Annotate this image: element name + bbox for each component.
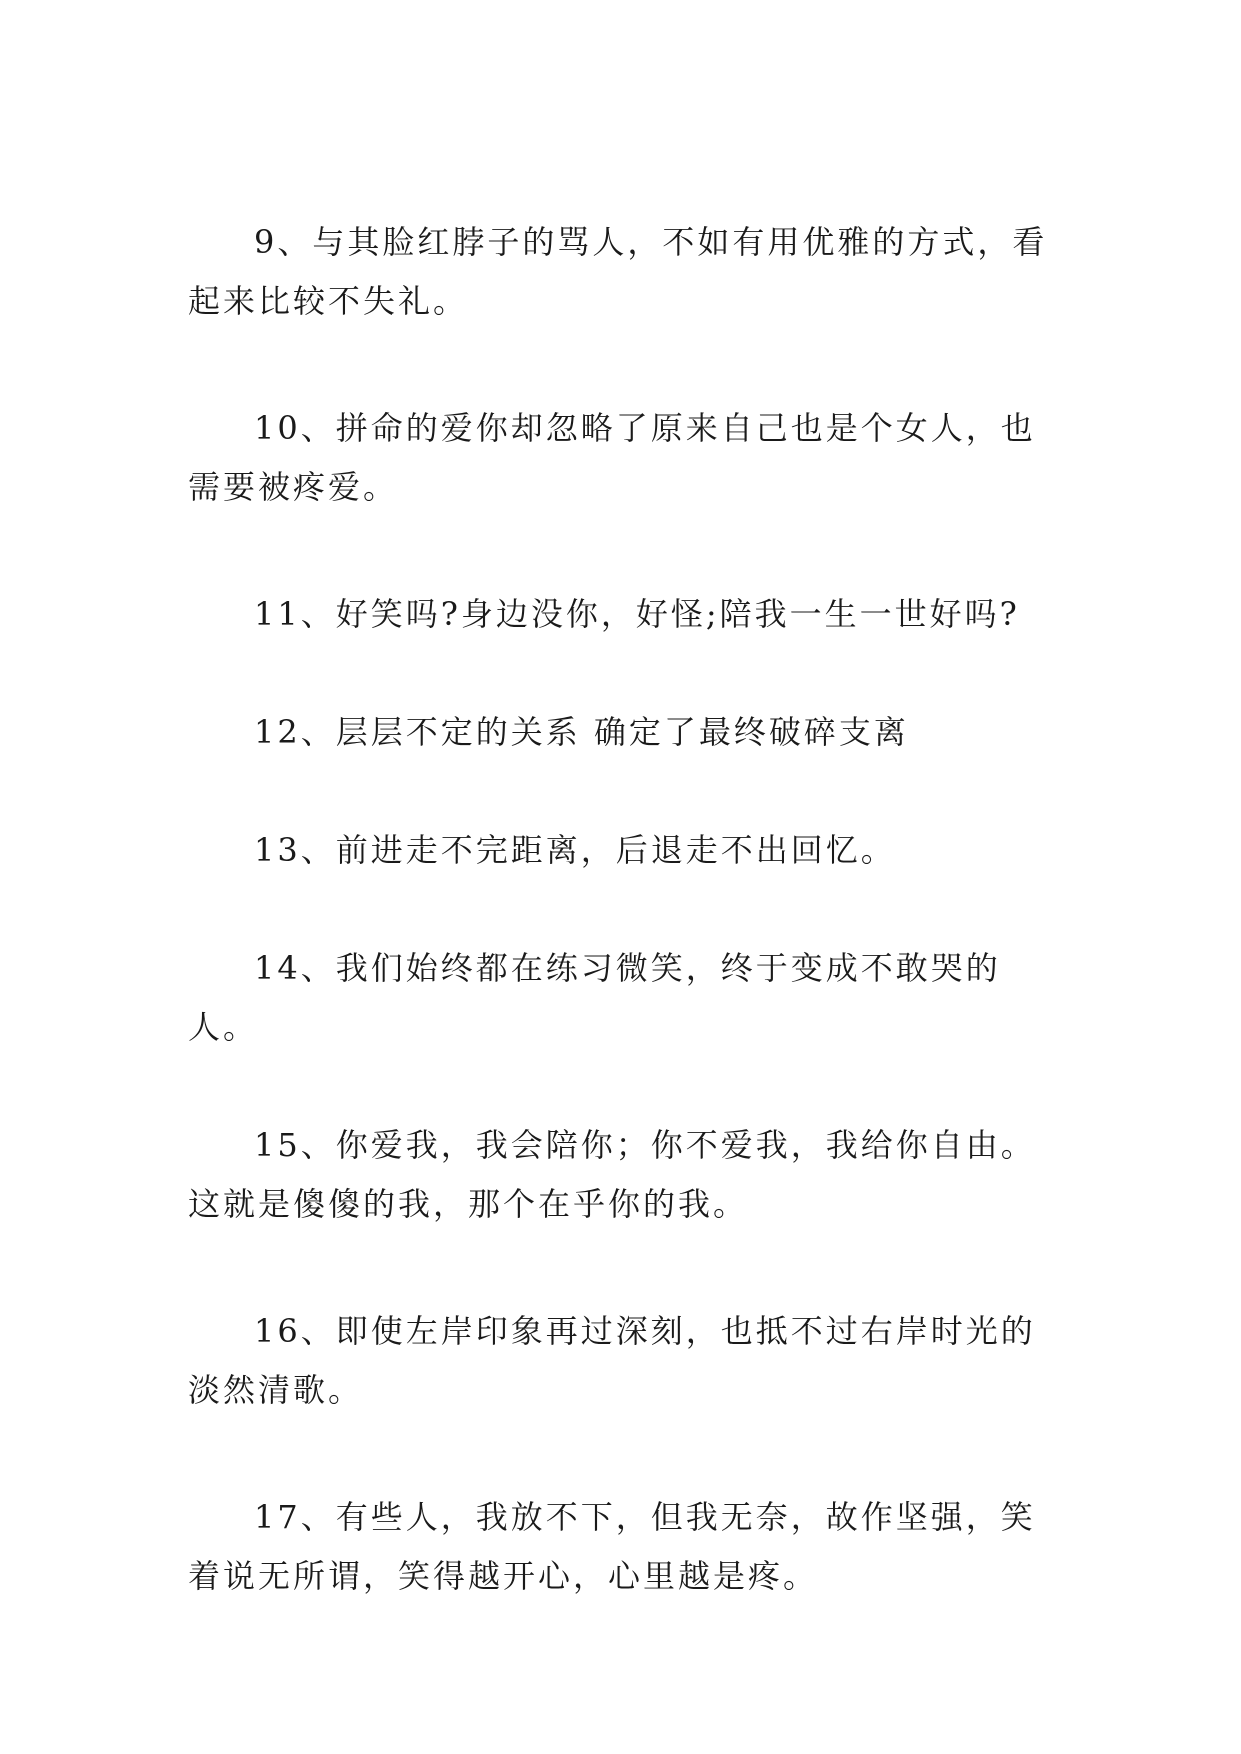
paragraph-10: 10、拼命的爱你却忽略了原来自己也是个女人，也需要被疼爱。: [188, 409, 1036, 506]
paragraph-9: 9、与其脸红脖子的骂人，不如有用优雅的方式，看起来比较不失礼。: [188, 223, 1048, 320]
paragraph-12: 12、层层不定的关系 确定了最终破碎支离: [254, 713, 909, 751]
paragraph-11: 11、好笑吗?身边没你，好怪;陪我一生一世好吗?: [254, 595, 1020, 633]
paragraph-17: 17、有些人，我放不下，但我无奈，故作坚强，笑着说无所谓，笑得越开心，心里越是疼。: [188, 1498, 1036, 1595]
document-body: [188, 213, 1054, 1606]
paragraph-14: 14、我们始终都在练习微笑，终于变成不敢哭的人。: [188, 949, 1001, 1046]
paragraph-15: 15、你爱我，我会陪你；你不爱我，我给你自由。这就是傻傻的我，那个在乎你的我。: [188, 1126, 1036, 1223]
paragraph-16: 16、即使左岸印象再过深刻，也抵不过右岸时光的淡然清歌。: [188, 1312, 1036, 1409]
paragraph-13: 13、前进走不完距离，后退走不出回忆。: [254, 831, 896, 869]
